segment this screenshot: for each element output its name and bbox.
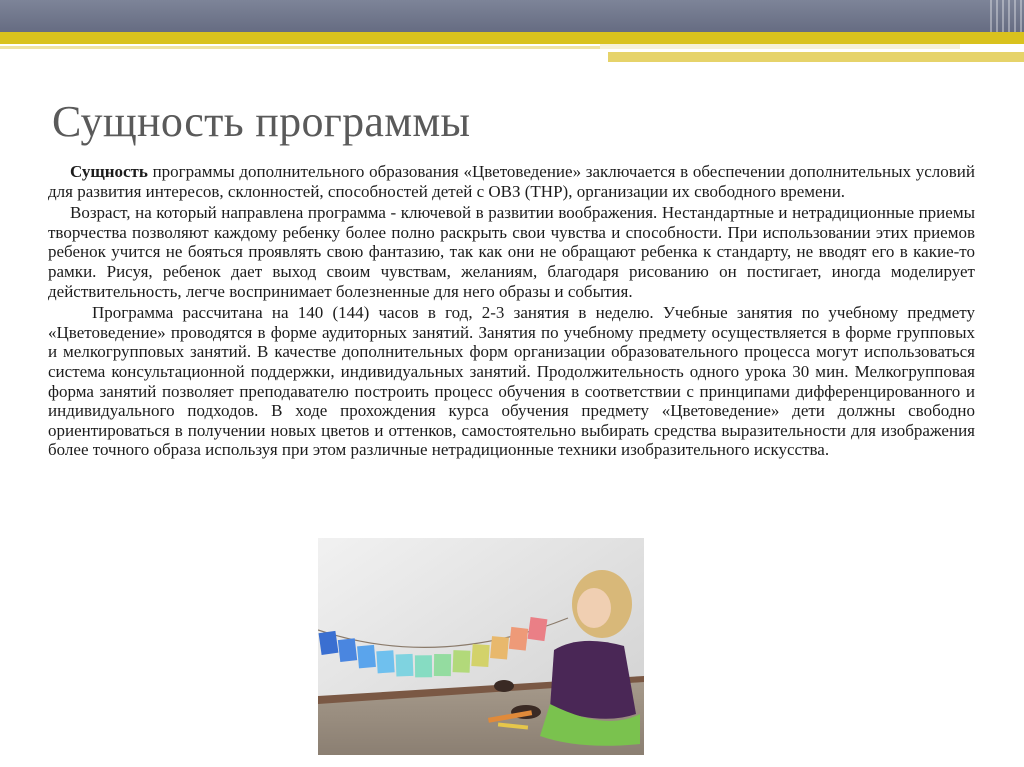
paragraph-schedule: Программа рассчитана на 140 (144) часов в год, 2-3 занятия в неделю. Учебные занятия по учебному предмету «Цветоведение» проводятся в форме аудиторных занятий. Занятия по учебному предмету осуществляется в форме групповых и мелкогрупповых занятий. В качестве дополнительных форм организации образовательного процесса могут использоваться система консультационной поддержки, индивидуальных занятий. Продолжительность одного урока 30 мин. Мелкогрупповая форма занятий позволяет преподавателю построить процесс обучения в соответствии с принципами дифференцированного и индивидуального подходов. В ходе прохождения курса обучения предмету «Цветоведение» дети должны свободно ориентироваться в получении новых цветов и оттенков, самостоятельно выбирать средства выразительности для изображения более точного образа используя при этом различные нетрадиционные техники изобразительного искусства. [48,303,975,460]
slide-header-bar [0,0,1024,32]
color-swatch [490,636,509,659]
color-swatch [471,644,489,667]
color-swatch [357,645,376,668]
color-swatch [319,631,339,655]
color-swatch [509,627,528,651]
header-accent-gap [600,44,960,49]
paragraph-age: Возраст, на который направлена программа - ключевой в развитии воображения. Нестандартные и нетрадиционные приемы творчества позволяют каждому ребенку более полно раскрыть свои чувства и способности. При использовании этих приемов ребенок учится не бояться проявлять свою фантазию, так как они не обращают ребенка к стандарту, не вводят его в какие-то рамки. Рисуя, ребенок дает выход своим чувствам, желаниям, благодаря рисованию он постигает, иногда моделирует действительность, легче воспринимает болезненные для него образы и события. [48,203,975,301]
color-swatch [434,654,451,676]
color-swatch [415,655,432,677]
child-with-color-swatches-photo [318,538,644,755]
paragraph-essence [48,162,975,201]
color-swatch [396,654,414,677]
color-swatch [338,638,357,662]
paragraph-essence-text: программы дополнительного образования «Цветоведение» заключается в обеспечении дополнительных условий для развития интересов, склонностей, способностей детей с ОВЗ (ТНР), организации их свободного времени. [48,162,975,201]
color-swatch [453,650,471,673]
color-swatch [376,650,394,673]
header-accent-band [0,32,1024,44]
color-swatch [528,617,548,641]
header-accent-line [0,46,600,49]
header-accent-band-right [608,52,1024,62]
slide-body [48,162,975,460]
paragraph-essence-lead: Сущность [70,162,148,181]
slide-title: Сущность программы [52,97,471,146]
